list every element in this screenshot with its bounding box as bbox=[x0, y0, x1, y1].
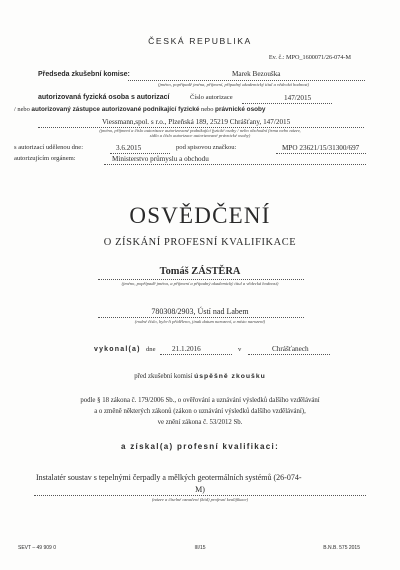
company-hint-1: (jméno, příjmení a číslo autorizace autorizované podnikající fyzické osoby / nebo obchodní firma nebo název, bbox=[99, 128, 301, 133]
company-details: Viessmann,spol. s r.o., Plzeňská 189, 25219 Chrášťany, 147/2015 bbox=[102, 118, 291, 126]
reference-label: pod spisovou značkou: bbox=[176, 144, 237, 151]
exam-result-line bbox=[0, 373, 400, 380]
registration-number: Ev. č.: MPO_1600071/26-074-M bbox=[268, 54, 351, 61]
authority-name: Ministerstvo průmyslu a obchodu bbox=[112, 155, 209, 163]
qualification-line-1: Instalatér soustav s tepelnými čerpadly a mělkých geotermálních systémů (26-074- bbox=[36, 473, 302, 482]
chair-rule bbox=[128, 80, 365, 81]
reference-number: MPO 23621/15/31300/697 bbox=[282, 144, 360, 152]
chair-label: Předseda zkušební komise: bbox=[38, 71, 130, 78]
exam-date-rule bbox=[160, 354, 232, 355]
committee-text: před zkušební komisí bbox=[134, 373, 193, 380]
exam-result: úspěšně zkoušku bbox=[194, 373, 266, 380]
footer-center-code: III/15 bbox=[194, 545, 206, 551]
qualification-rule bbox=[34, 495, 366, 496]
exam-place-label: v bbox=[238, 346, 242, 353]
authorization-number-rule bbox=[242, 103, 332, 104]
authorization-number: 147/2015 bbox=[284, 94, 312, 102]
chair-hint: (jméno, popřípadě jména, příjmení, případný akademický titul a vědecká hodnost) bbox=[158, 82, 310, 87]
certificate-subtitle: O ZÍSKÁNÍ PROFESNÍ KVALIFIKACE bbox=[103, 237, 297, 248]
holder-birth-hint: (rodné číslo, bylo-li přiděleno, jinak datum narození, a místo narození) bbox=[134, 319, 266, 324]
legal-entity-label: právnické osoby bbox=[215, 106, 266, 113]
holder-birth-details: 780308/2903, Ústí nad Labem bbox=[151, 307, 249, 316]
exam-date-label: dne bbox=[146, 346, 156, 353]
authorization-date-rule bbox=[110, 153, 170, 154]
exam-date: 21.1.2016 bbox=[172, 345, 201, 353]
certificate-title: OSVĚDČENÍ bbox=[129, 203, 271, 228]
law-line-2: a o změně některých zákonů (zákon o uznávání výsledků dalšího vzdělávání), bbox=[94, 408, 306, 415]
qualification-line-2: M) bbox=[195, 485, 205, 494]
representative-label: autorizovaný zástupce autorizované podnikající fyzické bbox=[31, 106, 200, 113]
holder-name: Tomáš ZÁSTĚRA bbox=[159, 266, 241, 277]
law-line-3: ve znění zákona č. 53/2012 Sb. bbox=[157, 419, 243, 426]
holder-name-hint: (jméno, popřípadě jména, a příjmení a případný akademický titul a vědecká hodnost) bbox=[121, 281, 279, 286]
holder-birth-rule bbox=[98, 317, 304, 318]
country-heading: ČESKÁ REPUBLIKA bbox=[148, 36, 252, 46]
company-hint-2: sídlo a číslo autorizace autorizované právnické osoby) bbox=[149, 133, 251, 138]
acquired-heading: a získal(a) profesní kvalifikaci: bbox=[120, 442, 280, 451]
or-prefix: / nebo bbox=[14, 106, 30, 113]
chair-name: Marek Bezouška bbox=[232, 70, 281, 78]
performed-label: vykonal(a) bbox=[94, 346, 141, 353]
law-line-1: podle § 18 zákona č. 179/2006 Sb., o ověřování a uznávání výsledků dalšího vzdělávání bbox=[80, 397, 320, 404]
representative-line bbox=[14, 106, 265, 113]
authority-rule bbox=[104, 164, 366, 165]
authorized-person-label: autorizovaná fyzická osoba s autorizací bbox=[38, 94, 170, 101]
exam-place-rule bbox=[248, 354, 330, 355]
authority-label: autorizujícím orgánem: bbox=[14, 155, 76, 162]
reference-rule bbox=[276, 153, 366, 154]
or-word: nebo bbox=[201, 106, 214, 113]
exam-place: Chrášťanech bbox=[272, 345, 309, 353]
footer-right-code: B.N.B. 575 2015 bbox=[323, 545, 360, 551]
authorization-date-label: s autorizací udělenou dne: bbox=[14, 144, 84, 151]
authorization-date: 3.6.2015 bbox=[116, 144, 142, 152]
qualification-hint: (název a číselné označení (kód) profesní kvalifikace) bbox=[151, 497, 249, 502]
footer-left-code: SEVT – 49 909 0 bbox=[18, 545, 56, 551]
holder-name-rule bbox=[98, 279, 304, 280]
authorization-number-label: Číslo autorizace bbox=[190, 94, 233, 101]
